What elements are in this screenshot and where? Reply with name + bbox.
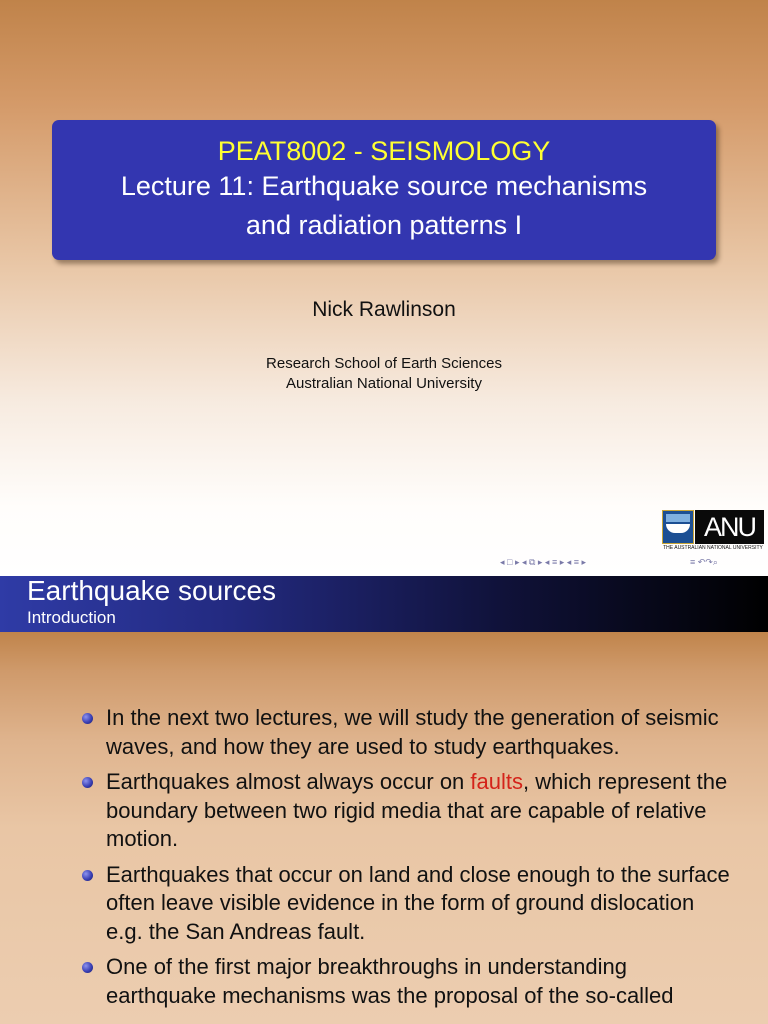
bullet-icon [82, 962, 93, 973]
list-item [0, 768, 768, 854]
course-title: PEAT8002 - SEISMOLOGY [217, 136, 551, 166]
anu-crest-icon [662, 510, 694, 544]
title-box [52, 120, 716, 260]
beamer-nav-controls[interactable]: ◂ □ ▸ ◂ ⧉ ▸ ◂ ≡ ▸ ◂ ≡ ▸ [500, 557, 587, 567]
anu-wordmark: ANU [695, 510, 764, 544]
beamer-nav-search[interactable]: ≡ ↶↷⌕ [690, 557, 718, 567]
list-item [0, 704, 768, 761]
anu-logo [662, 510, 764, 554]
bullet-icon [82, 870, 93, 881]
list-item [0, 953, 768, 1010]
highlight-term: faults [470, 769, 523, 794]
lecture-title-line-1: Lecture 11: Earthquake source mechanisms [120, 171, 648, 201]
institution-line-1: Research School of Earth Sciences [266, 355, 502, 372]
bullet-list [0, 704, 768, 1017]
bullet-icon [82, 713, 93, 724]
slide-title: Earthquake sources [27, 575, 277, 606]
bullet-text: One of the first major breakthroughs in understanding earthquake mechanisms was the proposal of the so-called [106, 954, 674, 1008]
author-name: Nick Rawlinson [312, 298, 456, 321]
bullet-text: Earthquakes almost always occur on faults, which represent the boundary between two rigid media that are capable of relative motion. [106, 769, 728, 851]
slide-subtitle: Introduction [27, 608, 116, 627]
bullet-text: In the next two lectures, we will study the generation of seismic waves, and how they are used to study earthquakes. [106, 705, 719, 759]
institution-line-2: Australian National University [286, 375, 482, 392]
list-item [0, 861, 768, 947]
slide-header [0, 576, 768, 632]
anu-tagline: THE AUSTRALIAN NATIONAL UNIVERSITY [663, 545, 763, 551]
bullet-icon [82, 777, 93, 788]
lecture-title-line-2: and radiation patterns I [245, 210, 523, 240]
slide-body [0, 632, 768, 1024]
bullet-text: Earthquakes that occur on land and close enough to the surface often leave visible evidence in the form of ground dislocation e.g. the San Andreas fault. [106, 861, 730, 944]
